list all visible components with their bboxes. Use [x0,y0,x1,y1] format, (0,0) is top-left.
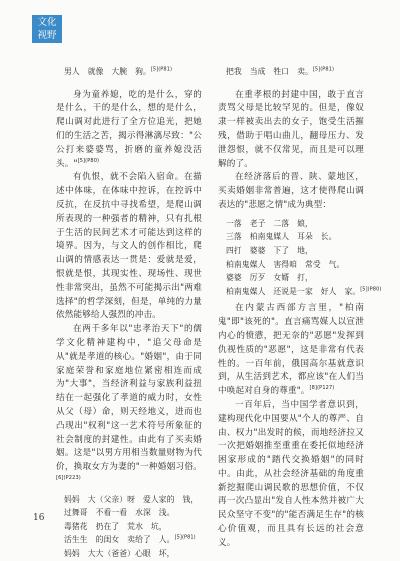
paragraph: 在两千多年以"忠孝治天下"的儒学文化精神建构中，"追父母命是从"就是孝道的核心。"婚姻"，由于同家庭荣誉和家庭地位紧密相连而成为"大事"，当经济利益与家族利益扭结在一起强化了孝道的威力时，女性从父（母）命，则天经地义，进而也凸现出"权利"这一艺术符号所象征的社会制度的封建性。由此有了买卖婚姻。这是"以男方用相当数量财物为代价，换取女方为妻的"一种婚姻习俗。$^{[6](P223)}$ [56,324,202,482]
top-lyric [218,65,364,79]
lyric-line: 活生生 的闺女 卖给了 人。$^{[5](P81)}$ [64,534,196,545]
paragraph: 在经济落后的晋、陕、蒙地区，买卖婚姻非常普遍，这才使得爬山调表达的"悲愿之情"成为典型： [218,172,364,210]
page-number: 16 [33,513,45,523]
paragraph: 在内蒙古西部方言里，"柏南鬼"即"该死的"。直言痛骂媒人以宣泄内心的愤懑，把无奈的"恶愿"发挥到仇视性质的"恶愿"，这是非常有代表性的。一百年前，俄国高尔基就意识到，从生活到艺术，都应该"在人们当中唤起对自身的尊重"。$^{[8](P127)}$ [218,303,364,397]
section-tag-line2: 视野 [37,30,57,41]
footnote-ref: [8](P127) [309,385,335,392]
lyric-line: 四打 婆婆 下了 地， [226,245,313,255]
footnote-ref: [5](P81) [312,66,335,73]
lyric-block [56,493,202,561]
paragraph: 在重孝根的封建中国，敢于直言责骂父母是比较罕见的。但是，像奴隶一样被卖出去的女子，饱受生活摧残，借助于唱山曲儿，翻母压力、发泄怨恨，就不仅常见，而且是可以理解的了。 [218,89,364,169]
lyric-line: 妈妈 大大（爸爸）心眼 坏， [64,549,175,559]
lyric-line: 过舞哥 不看一看 水深 浅。 [64,508,175,518]
lyric-line: 柏南鬼媒人 还说是一家 好人 家。$^{[5](P80)}$ [226,286,382,296]
lyric-line: 男人 就像 大腕 狗。$^{[5](P81)}$ [64,66,173,76]
footnote-ref: [5](P80) [77,157,100,164]
footnote-ref: [5](P81) [150,66,173,73]
lyric-line: 毒猪花 扔在了 荒水 坑， [64,521,167,531]
lyric-line: 柏南鬼媒人 害得咱 常受 气。 [226,259,345,269]
footnote-ref: [6](P223) [56,475,81,482]
paragraph: 身为童养媳，吃的是什么，穿的是什么，干的是什么，想的是什么，爬山调对此进行了全方位追光，把她们的生活之苦，揭示得淋漓尽致："公公打来婆婆骂，折磨的童养媳没活头。"$^{[5](P80)}$ [56,89,202,169]
right-column [218,65,382,551]
lyric-line: 一落 老子 二落 娘， [226,218,313,228]
top-lyric [56,65,202,79]
footnote-ref: [5](P81) [174,534,196,541]
section-tag-line1: 文化 [37,17,57,28]
left-column [56,65,202,561]
lyric-block [218,217,382,299]
lyric-line: 妈妈 大（父亲）呀 爱人家的 钱， [64,494,199,504]
footnote-ref: [5](P80) [360,286,382,293]
lyric-line: 三落 柏南鬼媒人 耳朵 长。 [226,232,337,242]
section-tag [32,15,62,43]
lyric-line: 把我 当成 牲口 卖。$^{[5](P81)}$ [226,66,335,76]
paragraph: 有仇恨，就不会陷入宿命。在描述中体味，在体味中控诉，在控诉中反抗，在反抗中寻找希望，是爬山调所表现的一种强者的精神，只有扎根于生活的民间艺术才可能达到这样的境界。因为，与文人的创作相比，爬山调的情感表达一贯是：爱就是爱，恨就是恨，其现实性、现场性、现世性非常突出，虽然不可能揭示出"两难选择"的哲学深刻，但是，单纯的力量依然能够给人强烈的冲击。 [56,172,202,321]
paragraph: 一百年后，当中国学者意识到，建构现代化中国要从"个人的尊严、自由、权力"出发时的候，而地经济拉又一次把婚姻推至重重在委托似地经济困家形成的"踏代交换婚姻"的同时中。由此，从社会经济基础的角度重新挖掘爬山调民歌的思想价值，不仅再一次凸显出"发自人性本然并被广大民众坚守不变"的"能否满足生存"的核心价值观，而且具有长远的社会意义。 [218,399,364,548]
lyric-line: 婆婆 厉歹 女婿 打， [226,273,313,283]
